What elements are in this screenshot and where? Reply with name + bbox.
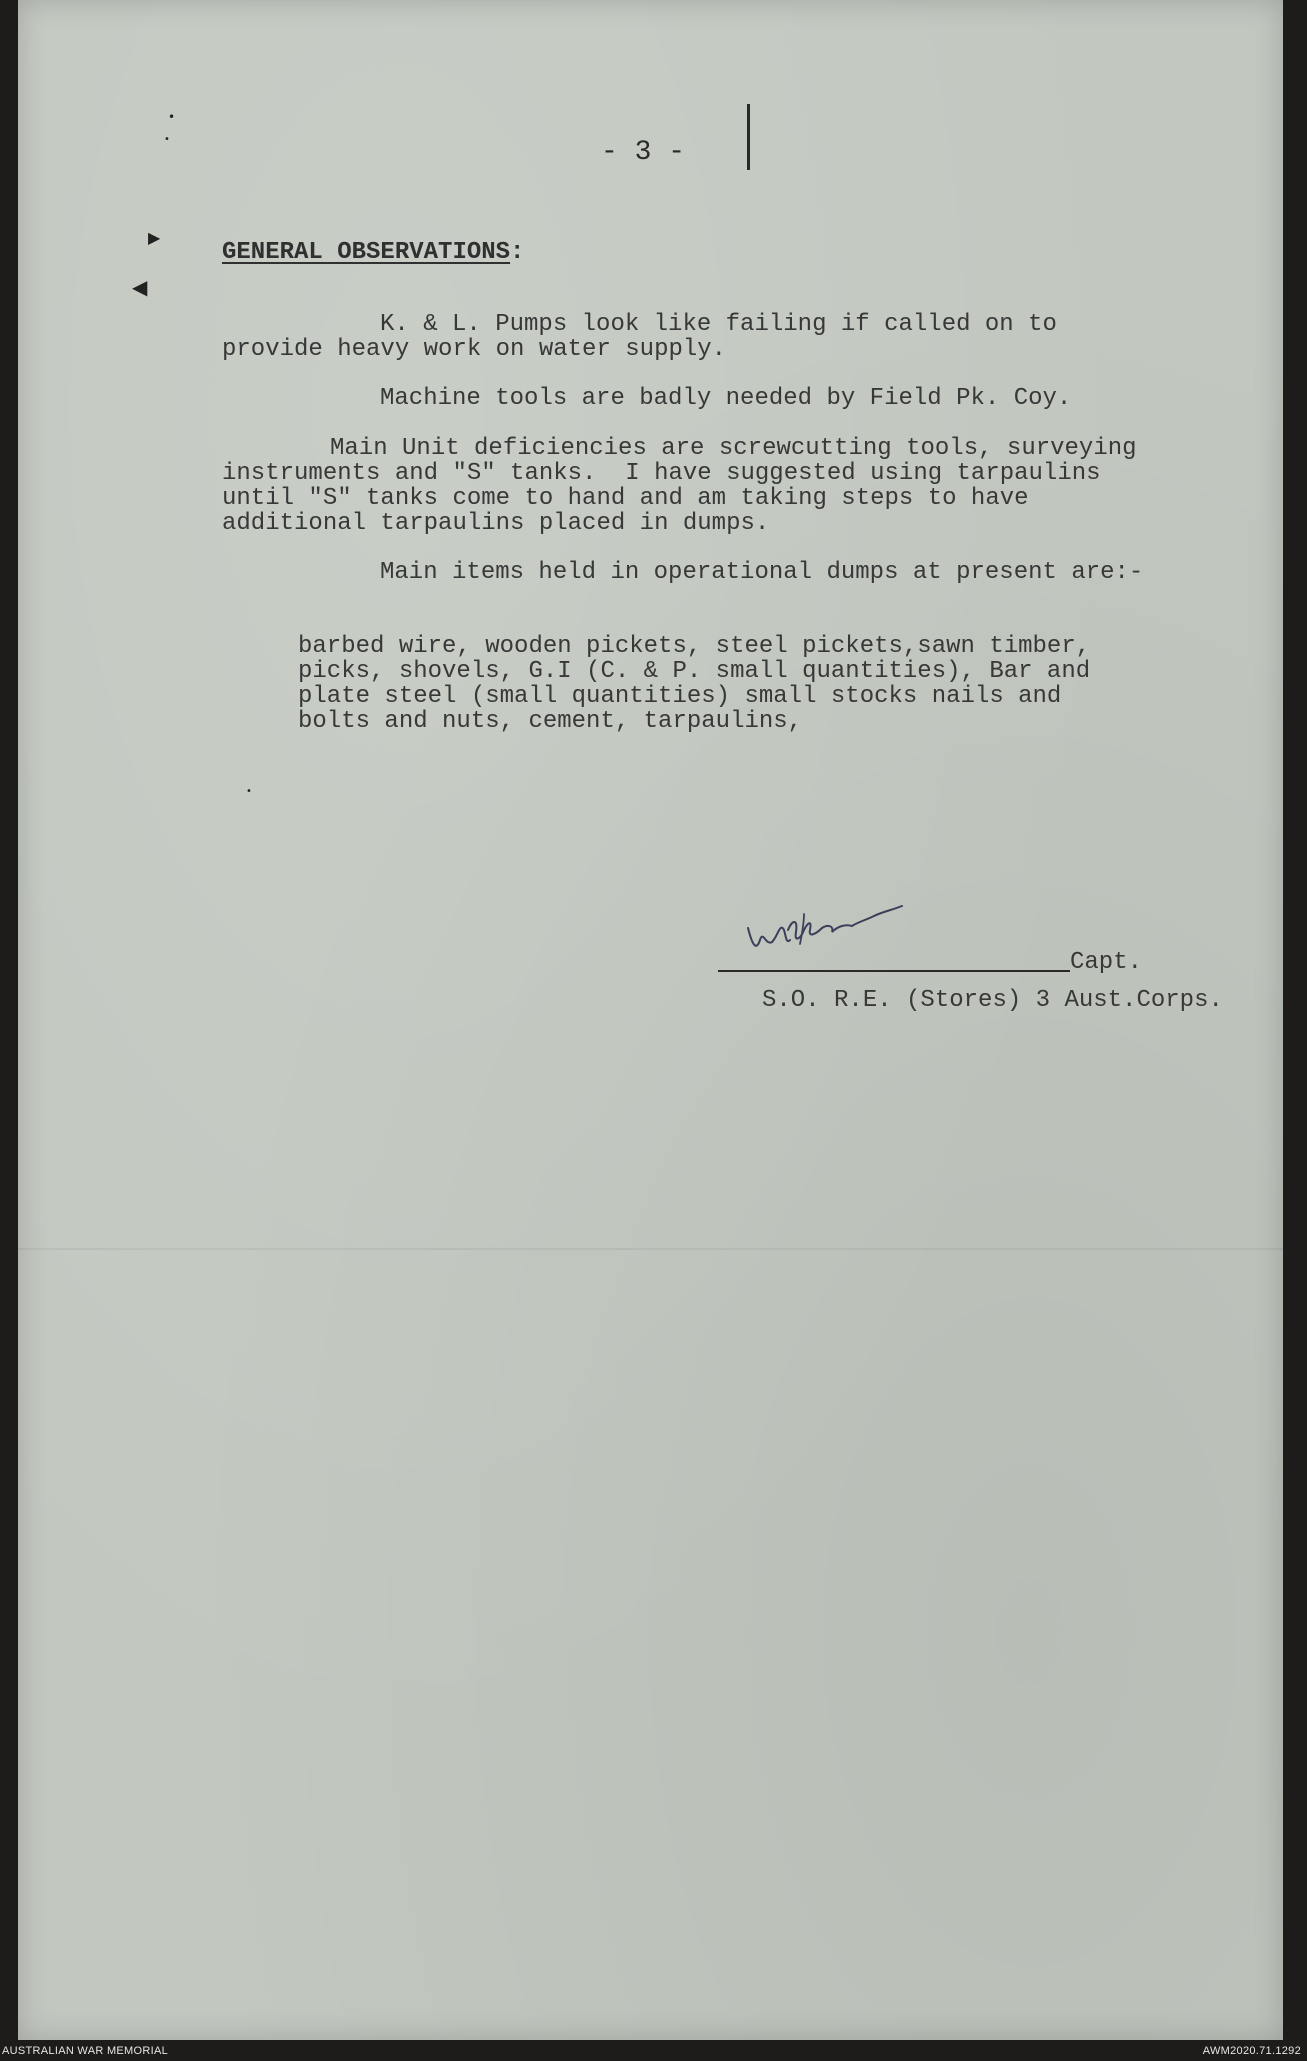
- footer-institution: AUSTRALIAN WAR MEMORIAL: [2, 2045, 169, 2057]
- items-list-line-2: picks, shovels, G.I (C. & P. small quantities), Bar and: [298, 658, 1091, 685]
- punch-mark-mid: •: [164, 134, 170, 145]
- staple-mark-upper: ▶: [148, 228, 161, 247]
- paper-fold-line: [18, 1248, 1283, 1250]
- paragraph-deficiencies-line-3: until "S" tanks come to hand and am taking steps to have: [222, 485, 1029, 512]
- paragraph-deficiencies-line-1: Main Unit deficiencies are screwcutting tools, surveying: [330, 435, 1137, 462]
- paragraph-dumps-intro: Main items held in operational dumps at present are:-: [380, 559, 1144, 586]
- handwritten-signature: [742, 900, 922, 970]
- signature-position: S.O. R.E. (Stores) 3 Aust.Corps.: [762, 987, 1223, 1014]
- staple-mark-lower: ◀: [132, 275, 148, 299]
- document-page: [18, 0, 1283, 2040]
- items-list-line-4: bolts and nuts, cement, tarpaulins,: [298, 708, 803, 735]
- paragraph-pumps-line-1: K. & L. Pumps look like failing if called on to: [380, 311, 1057, 338]
- paragraph-deficiencies-line-2: instruments and "S" tanks. I have suggested using tarpaulins: [222, 460, 1101, 487]
- margin-rule: [747, 104, 750, 170]
- items-list-line-3: plate steel (small quantities) small stocks nails and: [298, 683, 1062, 710]
- section-heading: [222, 240, 524, 265]
- page-number: - 3 -: [601, 137, 686, 168]
- section-heading-text: GENERAL OBSERVATIONS: [222, 239, 511, 266]
- punch-mark-bottom: •: [246, 786, 252, 797]
- section-heading-colon: :: [510, 239, 525, 266]
- items-list-line-1: barbed wire, wooden pickets, steel pickets,sawn timber,: [298, 633, 1091, 660]
- paragraph-pumps-line-2: provide heavy work on water supply.: [222, 336, 727, 363]
- paragraph-machine-tools: Machine tools are badly needed by Field Pk. Coy.: [380, 385, 1072, 412]
- punch-mark-top: •: [168, 110, 176, 124]
- signature-line: [718, 970, 1070, 972]
- paragraph-deficiencies-line-4: additional tarpaulins placed in dumps.: [222, 510, 770, 537]
- footer-accession-number: AWM2020.71.1292: [1202, 2045, 1301, 2057]
- signature-rank: Capt.: [1070, 949, 1143, 976]
